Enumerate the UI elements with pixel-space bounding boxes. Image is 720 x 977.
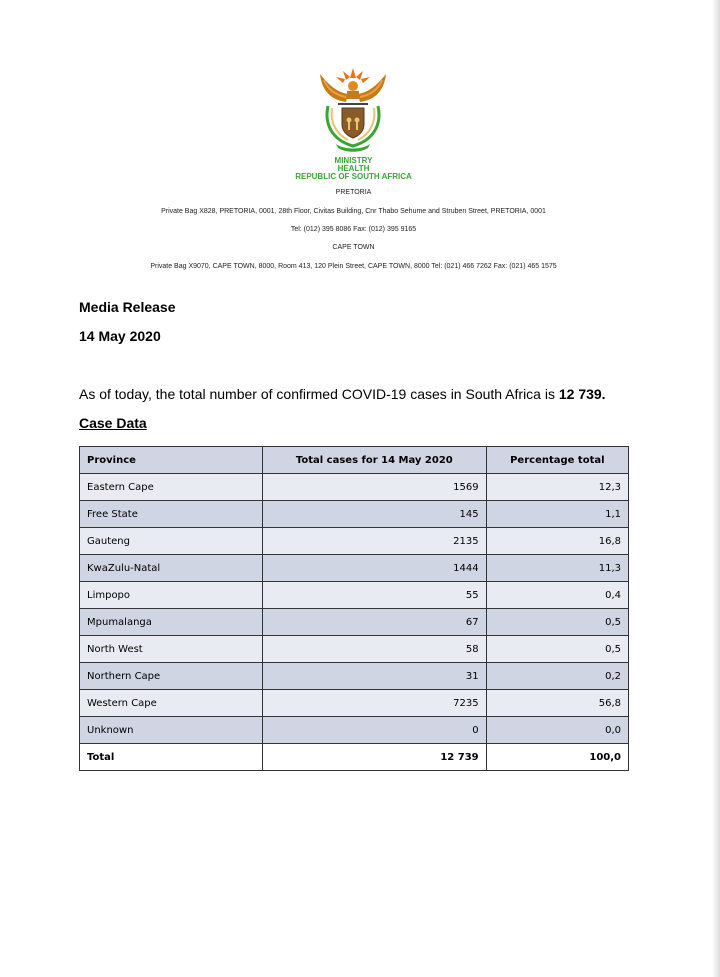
percentage-cell: 1,1 (486, 501, 628, 528)
total-cases-cell: 0 (263, 717, 487, 744)
total-label-cell: Total (80, 744, 263, 771)
intro-total: 12 739. (558, 386, 606, 402)
table-row (80, 474, 629, 501)
percentage-cell: 0,5 (486, 636, 628, 663)
total-cases-cell: 58 (263, 636, 487, 663)
pretoria-heading: PRETORIA (335, 189, 372, 196)
province-cell: KwaZulu-Natal (80, 555, 263, 582)
percentage-cell: 0,0 (486, 717, 628, 744)
table-header-row (80, 447, 629, 474)
ministry-line-1: MINISTRY (334, 156, 373, 165)
intro-paragraph (79, 386, 606, 402)
total-cases-cell: 1444 (263, 555, 487, 582)
province-cell: Gauteng (80, 528, 263, 555)
total-cases-sum-cell: 12 739 (263, 744, 487, 771)
page-edge-shadow (712, 0, 720, 977)
table-row (80, 636, 629, 663)
total-cases-cell: 2135 (263, 528, 487, 555)
table-row (80, 609, 629, 636)
release-date: 14 May 2020 (79, 328, 161, 344)
percentage-cell: 11,3 (486, 555, 628, 582)
pretoria-address: Private Bag X828, PRETORIA, 0001, 28th Floor, Civitas Building, Cnr Thabo Sehume and Struben Street, PRETORIA, 0001 (161, 208, 546, 215)
total-cases-cell: 31 (263, 663, 487, 690)
total-percentage-cell: 100,0 (486, 744, 628, 771)
table-row (80, 690, 629, 717)
header-total-cases: Total cases for 14 May 2020 (263, 447, 487, 474)
intro-text: As of today, the total number of confirmed COVID-19 cases in South Africa is (79, 386, 559, 402)
total-cases-cell: 1569 (263, 474, 487, 501)
province-cell: Limpopo (80, 582, 263, 609)
province-cell: Unknown (80, 717, 263, 744)
section-title: Case Data (79, 415, 147, 431)
case-table (79, 446, 629, 771)
pretoria-phone: Tel: (012) 395 8086 Fax: (012) 395 9165 (290, 226, 417, 233)
table-row (80, 717, 629, 744)
total-cases-cell: 55 (263, 582, 487, 609)
table-row (80, 663, 629, 690)
table-row (80, 582, 629, 609)
cape-town-heading: CAPE TOWN (332, 244, 375, 251)
province-cell: Free State (80, 501, 263, 528)
total-cases-cell: 67 (263, 609, 487, 636)
province-cell: Western Cape (80, 690, 263, 717)
table-row (80, 501, 629, 528)
percentage-cell: 56,8 (486, 690, 628, 717)
total-cases-cell: 145 (263, 501, 487, 528)
percentage-cell: 0,5 (486, 609, 628, 636)
percentage-cell: 12,3 (486, 474, 628, 501)
coat-of-arms-logo (316, 64, 390, 152)
table-row (80, 528, 629, 555)
header-province: Province (80, 447, 263, 474)
header-percentage: Percentage total (486, 447, 628, 474)
release-type: Media Release (79, 299, 176, 315)
percentage-cell: 16,8 (486, 528, 628, 555)
cape-town-address: Private Bag X9070, CAPE TOWN, 8000, Room 413, 120 Plein Street, CAPE TOWN, 8000 Tel: (021) 466 7262 Fax: (021) 465 1575 (150, 263, 557, 270)
percentage-cell: 0,2 (486, 663, 628, 690)
table-row (80, 555, 629, 582)
province-cell: Eastern Cape (80, 474, 263, 501)
province-cell: North West (80, 636, 263, 663)
table-total-row (80, 744, 629, 771)
province-cell: Northern Cape (80, 663, 263, 690)
province-cell: Mpumalanga (80, 609, 263, 636)
percentage-cell: 0,4 (486, 582, 628, 609)
total-cases-cell: 7235 (263, 690, 487, 717)
ministry-line-2: HEALTH (337, 164, 370, 173)
ministry-line-3: REPUBLIC OF SOUTH AFRICA (295, 172, 412, 181)
